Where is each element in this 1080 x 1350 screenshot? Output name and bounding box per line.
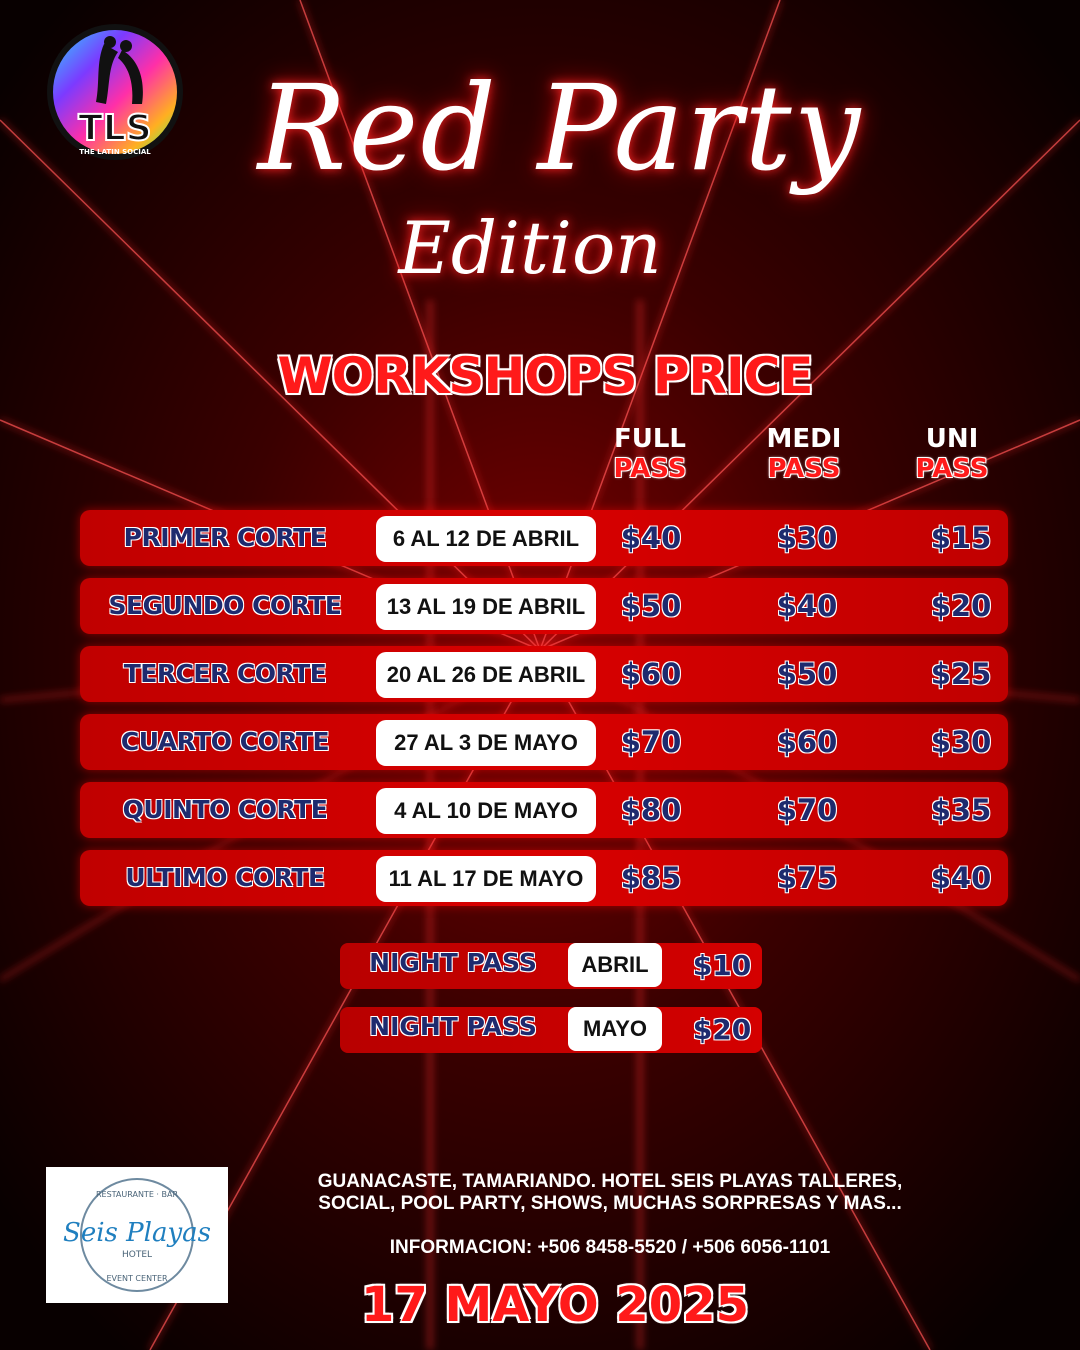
col-head-medi-line1: MEDI (766, 424, 842, 454)
tier-price-full: $50 (620, 589, 682, 623)
tier-label: TERCER CORTE (123, 659, 327, 688)
tier-dates: 6 AL 12 DE ABRIL (376, 516, 596, 562)
night-pass-price: $20 (692, 1013, 752, 1046)
tier-price-medi: $50 (776, 657, 838, 691)
tier-label: QUINTO CORTE (122, 795, 328, 824)
seis-playas-hotel-logo (46, 1167, 228, 1303)
tier-row-cuarto (80, 714, 1008, 770)
hotel-logo-top-text: RESTAURANTE · BAR (95, 1190, 179, 1199)
event-date: 17 MAYO 2025 (361, 1277, 749, 1333)
night-pass-label: NIGHT PASS (369, 948, 537, 977)
title-edition: Edition (398, 206, 662, 290)
tier-price-uni: $40 (930, 861, 992, 895)
tier-label: CUARTO CORTE (120, 727, 330, 756)
col-head-uni-pass (892, 424, 1012, 484)
col-head-uni-line1: UNI (925, 424, 979, 454)
col-head-uni-line2: PASS (915, 454, 989, 484)
tier-price-uni: $25 (930, 657, 992, 691)
tier-price-medi: $30 (776, 521, 838, 555)
tier-price-uni: $30 (930, 725, 992, 759)
tier-price-full: $60 (620, 657, 682, 691)
logo-tls-text: TLS (78, 108, 152, 149)
tier-dates: 20 AL 26 DE ABRIL (376, 652, 596, 698)
logo-tls-subtext: THE LATIN SOCIAL (79, 148, 151, 156)
tier-row-primer (80, 510, 1008, 566)
col-head-full-line1: FULL (613, 424, 686, 454)
footer-description-line2: SOCIAL, POOL PARTY, SHOWS, MUCHAS SORPRESAS Y MAS... (318, 1193, 902, 1214)
title-red-party: Red Party (257, 59, 863, 197)
tier-price-uni: $15 (930, 521, 992, 555)
tier-label: SEGUNDO CORTE (108, 591, 342, 620)
hotel-logo-sub: HOTEL (121, 1250, 153, 1260)
tier-price-full: $80 (620, 793, 682, 827)
night-pass-month: MAYO (568, 1007, 662, 1051)
workshops-price-heading: WORKSHOPS PRICE (277, 347, 813, 405)
col-head-medi-line2: PASS (767, 454, 841, 484)
night-pass-label: NIGHT PASS (369, 1012, 537, 1041)
tier-dates: 27 AL 3 DE MAYO (376, 720, 596, 766)
tier-row-ultimo (80, 850, 1008, 906)
footer-description-line1: GUANACASTE, TAMARIANDO. HOTEL SEIS PLAYAS TALLERES, (317, 1171, 903, 1192)
tier-price-full: $70 (620, 725, 682, 759)
tier-label: ULTIMO CORTE (125, 863, 325, 892)
tier-price-medi: $40 (776, 589, 838, 623)
tier-label: PRIMER CORTE (123, 523, 327, 552)
tier-row-quinto (80, 782, 1008, 838)
tls-logo (26, 22, 204, 164)
hotel-logo-name: Seis Playas (63, 1218, 211, 1248)
tier-row-segundo (80, 578, 1008, 634)
tier-price-full: $85 (620, 861, 682, 895)
tier-dates: 4 AL 10 DE MAYO (376, 788, 596, 834)
tier-price-uni: $20 (930, 589, 992, 623)
tier-price-medi: $70 (776, 793, 838, 827)
tier-price-medi: $60 (776, 725, 838, 759)
tier-price-full: $40 (620, 521, 682, 555)
tier-dates: 11 AL 17 DE MAYO (376, 856, 596, 902)
night-pass-abril (340, 943, 762, 989)
night-pass-price: $10 (692, 949, 752, 982)
tier-price-uni: $35 (930, 793, 992, 827)
tier-price-medi: $75 (776, 861, 838, 895)
col-head-full-pass (590, 424, 710, 484)
tier-row-tercer (80, 646, 1008, 702)
col-head-medi-pass (744, 424, 864, 484)
tier-dates: 13 AL 19 DE ABRIL (376, 584, 596, 630)
col-head-full-line2: PASS (613, 454, 687, 484)
night-pass-month: ABRIL (568, 943, 662, 987)
footer-contact-info: INFORMACION: +506 8458-5520 / +506 6056-1101 (389, 1237, 831, 1258)
hotel-logo-bottom-text: EVENT CENTER (106, 1274, 168, 1283)
night-pass-mayo (340, 1007, 762, 1053)
